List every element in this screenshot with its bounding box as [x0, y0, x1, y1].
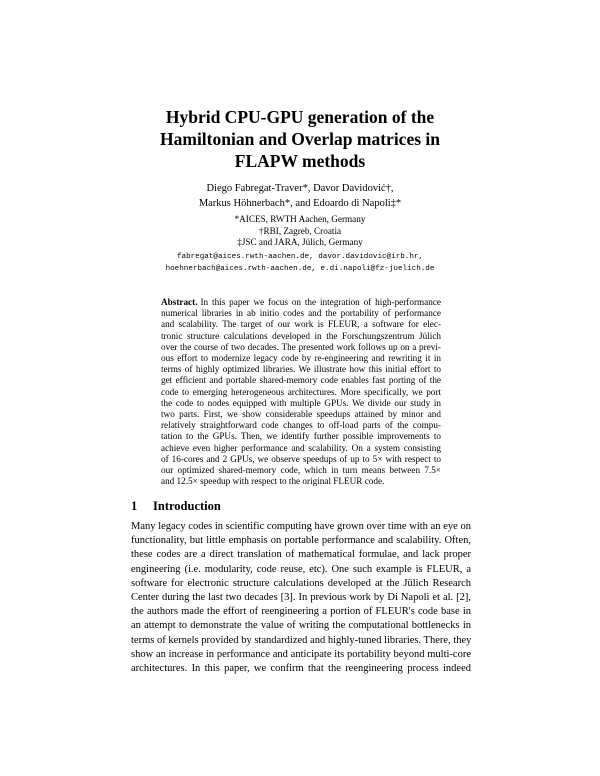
affiliation-line: †RBI, Zagreb, Croatia: [258, 225, 342, 236]
body-line: engineering (i.e. modularity, code reuse, etc). One such example is FLEUR, a: [131, 563, 471, 575]
title-line: Hybrid CPU-GPU generation of the: [165, 107, 435, 127]
abstract-text: In this paper we focus on the integration of high-performance: [200, 297, 441, 307]
abstract-line: code to emerging heterogeneous architectures. More specifically, we port: [161, 386, 441, 397]
abstract-line: relatively straightforward code changes to off-load parts of the compu-: [161, 420, 441, 431]
body-line: the authors made the effort of reengineering a portion of FLEUR's code base in: [131, 606, 471, 618]
body-line: Many legacy codes in scientific computing have grown over time with an eye on: [131, 521, 471, 532]
body-line: an attempt to demonstrate the value of writing the computational bottlenecks in: [131, 620, 471, 632]
body-line: architectures. In this paper, we confirm that the reengineering process indeed: [131, 663, 471, 675]
affiliation-list: [120, 214, 480, 249]
section-number: 1: [131, 499, 138, 513]
body-line: terms of kernels provided by standardized and highly-tuned libraries. There, they: [131, 634, 472, 646]
abstract-line: our optimized shared-memory code, which in turn means between 7.5×: [161, 465, 441, 476]
body-line: these codes are a direct translation of mathematical formulae, and lack proper: [131, 549, 471, 561]
abstract-line: get efficient and portable shared-memory code enables fast porting of the: [161, 375, 441, 386]
abstract-line: the code to nodes equipped with multiple GPUs. We divide our study in: [161, 397, 441, 408]
paper-title: [130, 106, 470, 172]
abstract-line: [161, 297, 441, 308]
abstract-line: ous effort to modernize legacy code by re-engineering and rewriting it in: [161, 353, 441, 364]
abstract-line: terms of highly optimized libraries. We illustrate how this initial effort to: [161, 364, 441, 375]
abstract-line: tation to the GPUs. Then, we identify further possible improvements to: [161, 431, 441, 442]
abstract-line: and scalability. The target of our work is FLEUR, a software for elec-: [161, 319, 441, 330]
affiliation-line: ‡JSC and JARA, Jülich, Germany: [237, 237, 363, 247]
body-line: software for electronic structure calculations developed at the Jülich Research: [131, 577, 471, 589]
abstract-line: and 12.5× speedup with respect to the original FLEUR code.: [161, 476, 385, 487]
author-list: [120, 181, 480, 211]
section-title: Introduction: [153, 499, 221, 513]
email-line: fabregat@aices.rwth-aachen.de, davor.davidovic@irb.hr,: [176, 253, 424, 261]
abstract-line: numerical libraries in ab initio codes and the portability of performance: [161, 308, 441, 319]
abstract-line: tronic structure calculations developed in the Forschungszentrum Jülich: [161, 330, 441, 341]
abstract: [161, 297, 441, 487]
abstract-line: over the course of two decades. The presented work follows up on a previ-: [161, 341, 441, 352]
email-list: [100, 252, 500, 275]
section-heading: [131, 498, 471, 514]
body-line: show an increase in performance and anticipate its portability beyond multi-core: [131, 648, 471, 660]
title-line: FLAPW methods: [234, 151, 366, 171]
author-line: Diego Fabregat-Traver*, Davor Davidović†,: [206, 183, 394, 194]
title-line: Hamiltonian and Overlap matrices in: [160, 129, 440, 149]
affiliation-line: *AICES, RWTH Aachen, Germany: [234, 214, 366, 224]
abstract-label: Abstract.: [161, 297, 198, 307]
abstract-line: of 16-cores and 2 GPUs, we observe speedups of up to 5× with respect to: [161, 453, 441, 464]
abstract-line: two parts. First, we show considerable speedups attained by minor and: [161, 409, 441, 420]
abstract-line: achieve even higher performance and scalability. On a system consisting: [161, 442, 441, 453]
introduction-text: [131, 520, 471, 676]
author-line: Markus Höhnerbach*, and Edoardo di Napoli‡*: [198, 198, 402, 209]
body-line: Center during the last two decades [3]. In previous work by Di Napoli et al. [2],: [131, 592, 471, 604]
body-line: functionality, but little emphasis on portable performance and scalability. Often,: [131, 535, 471, 547]
email-line: hoehnerbach@aices.rwth-aachen.de, e.di.napoli@fz-juelich.de: [165, 264, 435, 273]
